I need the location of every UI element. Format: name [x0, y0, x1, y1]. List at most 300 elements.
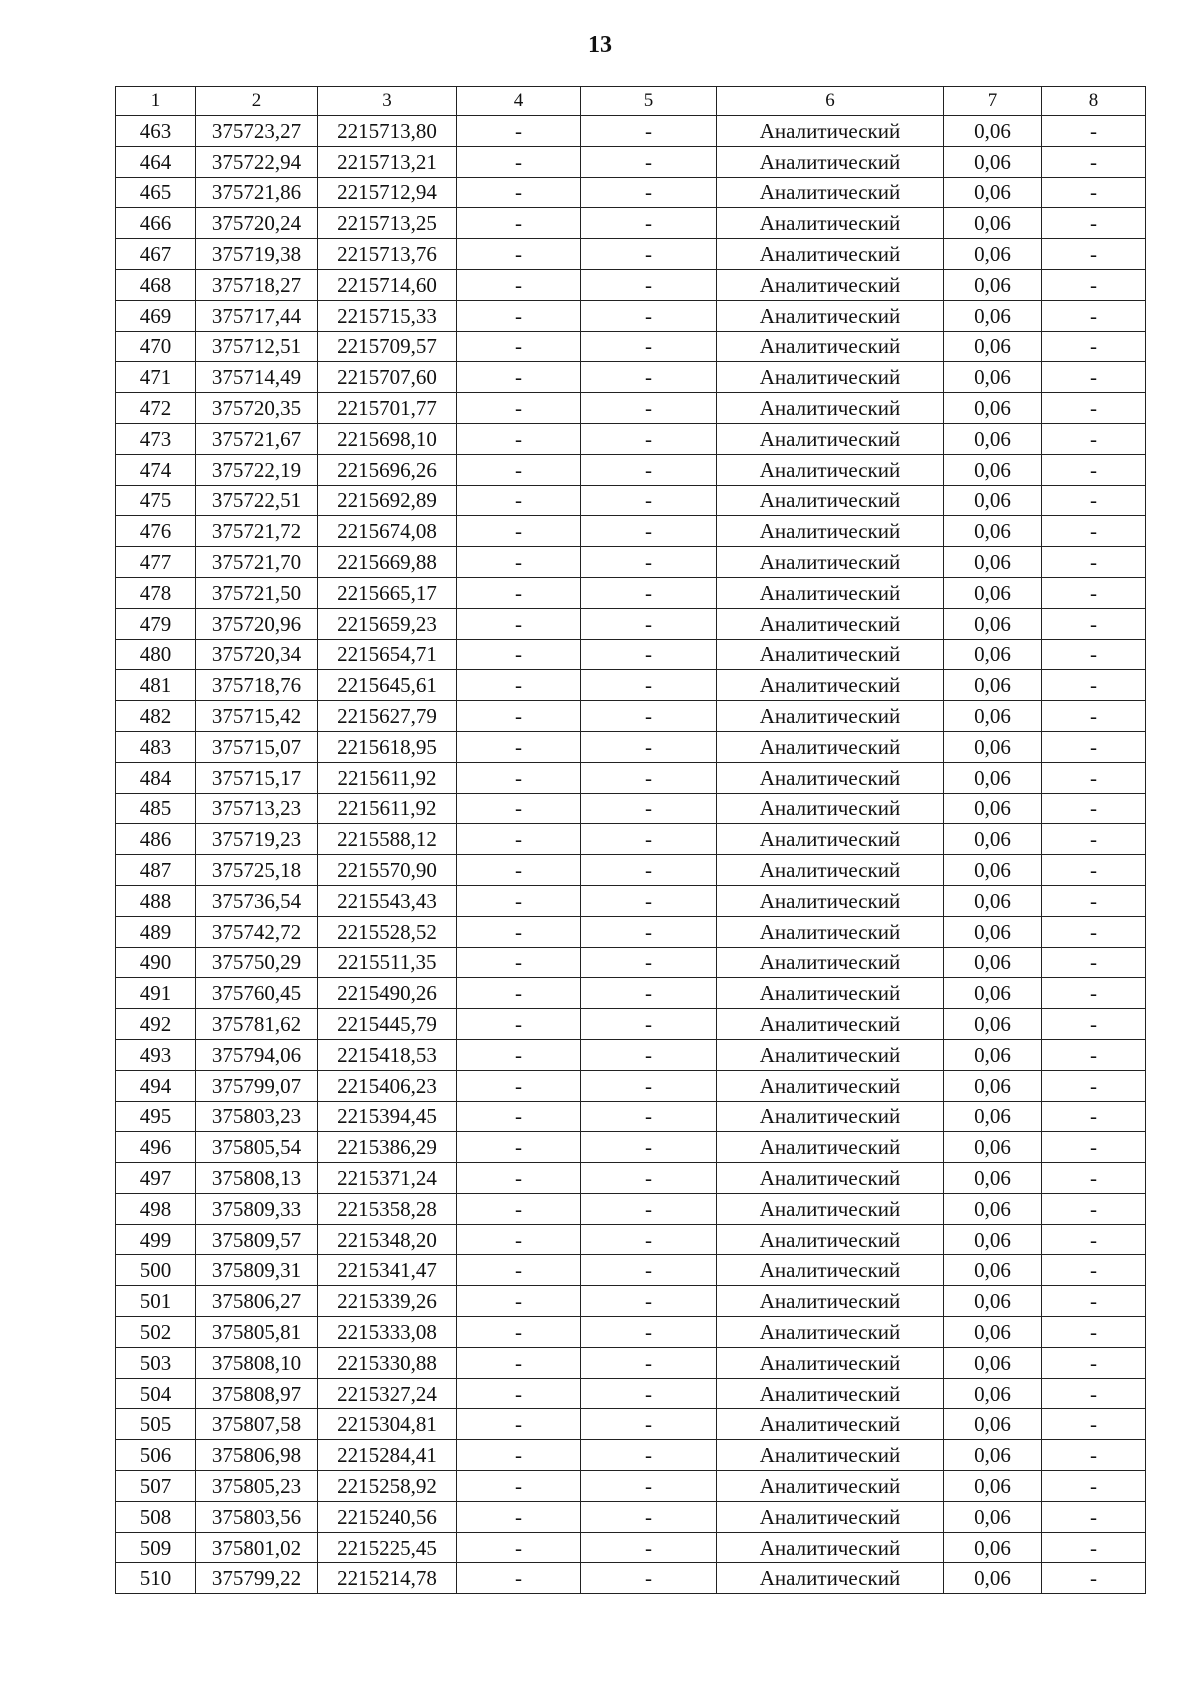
table-row: [116, 423, 1146, 454]
table-row: [116, 855, 1146, 886]
method-cell: Аналитический: [717, 1409, 944, 1440]
x-coordinate-cell: 375721,67: [196, 423, 318, 454]
accuracy-cell: 0,06: [944, 1317, 1042, 1348]
point-number-cell: 476: [116, 516, 196, 547]
table-row: [116, 208, 1146, 239]
col4-cell: -: [457, 978, 581, 1009]
col8-cell: -: [1042, 916, 1146, 947]
col4-cell: -: [457, 701, 581, 732]
col8-cell: -: [1042, 1501, 1146, 1532]
col5-cell: -: [581, 1378, 717, 1409]
x-coordinate-cell: 375808,13: [196, 1163, 318, 1194]
col5-cell: -: [581, 793, 717, 824]
x-coordinate-cell: 375803,23: [196, 1101, 318, 1132]
point-number-cell: 497: [116, 1163, 196, 1194]
y-coordinate-cell: 2215659,23: [318, 608, 457, 639]
col8-cell: -: [1042, 1317, 1146, 1348]
x-coordinate-cell: 375721,50: [196, 577, 318, 608]
accuracy-cell: 0,06: [944, 824, 1042, 855]
accuracy-cell: 0,06: [944, 1009, 1042, 1040]
table-row: [116, 885, 1146, 916]
x-coordinate-cell: 375718,27: [196, 269, 318, 300]
col8-cell: -: [1042, 516, 1146, 547]
col4-cell: -: [457, 300, 581, 331]
col5-cell: -: [581, 1009, 717, 1040]
y-coordinate-cell: 2215225,45: [318, 1532, 457, 1563]
col8-cell: -: [1042, 855, 1146, 886]
accuracy-cell: 0,06: [944, 701, 1042, 732]
point-number-cell: 466: [116, 208, 196, 239]
x-coordinate-cell: 375720,96: [196, 608, 318, 639]
y-coordinate-cell: 2215258,92: [318, 1471, 457, 1502]
col5-cell: -: [581, 1317, 717, 1348]
col5-cell: -: [581, 1286, 717, 1317]
col5-cell: -: [581, 269, 717, 300]
col4-cell: -: [457, 1440, 581, 1471]
accuracy-cell: 0,06: [944, 1070, 1042, 1101]
col4-cell: -: [457, 731, 581, 762]
accuracy-cell: 0,06: [944, 1347, 1042, 1378]
accuracy-cell: 0,06: [944, 177, 1042, 208]
y-coordinate-cell: 2215611,92: [318, 762, 457, 793]
col4-cell: -: [457, 1563, 581, 1594]
table-row: [116, 701, 1146, 732]
x-coordinate-cell: 375794,06: [196, 1039, 318, 1070]
accuracy-cell: 0,06: [944, 762, 1042, 793]
method-cell: Аналитический: [717, 1070, 944, 1101]
col5-cell: -: [581, 300, 717, 331]
col5-cell: -: [581, 146, 717, 177]
accuracy-cell: 0,06: [944, 793, 1042, 824]
point-number-cell: 489: [116, 916, 196, 947]
x-coordinate-cell: 375720,34: [196, 639, 318, 670]
column-header: 1: [116, 87, 196, 116]
col5-cell: -: [581, 239, 717, 270]
x-coordinate-cell: 375721,70: [196, 547, 318, 578]
column-header: 5: [581, 87, 717, 116]
method-cell: Аналитический: [717, 577, 944, 608]
col5-cell: -: [581, 485, 717, 516]
x-coordinate-cell: 375714,49: [196, 362, 318, 393]
col4-cell: -: [457, 855, 581, 886]
y-coordinate-cell: 2215445,79: [318, 1009, 457, 1040]
table-row: [116, 269, 1146, 300]
col8-cell: -: [1042, 577, 1146, 608]
table-row: [116, 116, 1146, 147]
accuracy-cell: 0,06: [944, 1163, 1042, 1194]
col8-cell: -: [1042, 1255, 1146, 1286]
y-coordinate-cell: 2215654,71: [318, 639, 457, 670]
accuracy-cell: 0,06: [944, 1563, 1042, 1594]
y-coordinate-cell: 2215714,60: [318, 269, 457, 300]
point-number-cell: 464: [116, 146, 196, 177]
y-coordinate-cell: 2215339,26: [318, 1286, 457, 1317]
x-coordinate-cell: 375808,97: [196, 1378, 318, 1409]
col5-cell: -: [581, 1409, 717, 1440]
col4-cell: -: [457, 639, 581, 670]
col4-cell: -: [457, 1347, 581, 1378]
table-row: [116, 146, 1146, 177]
col5-cell: -: [581, 1563, 717, 1594]
col5-cell: -: [581, 885, 717, 916]
x-coordinate-cell: 375799,22: [196, 1563, 318, 1594]
method-cell: Аналитический: [717, 116, 944, 147]
y-coordinate-cell: 2215511,35: [318, 947, 457, 978]
accuracy-cell: 0,06: [944, 269, 1042, 300]
method-cell: Аналитический: [717, 1193, 944, 1224]
col5-cell: -: [581, 516, 717, 547]
x-coordinate-cell: 375718,76: [196, 670, 318, 701]
accuracy-cell: 0,06: [944, 331, 1042, 362]
table-row: [116, 1378, 1146, 1409]
accuracy-cell: 0,06: [944, 1471, 1042, 1502]
table-row: [116, 1070, 1146, 1101]
col4-cell: -: [457, 1163, 581, 1194]
col4-cell: -: [457, 1286, 581, 1317]
coordinates-table: [115, 86, 1146, 1594]
col4-cell: -: [457, 577, 581, 608]
point-number-cell: 473: [116, 423, 196, 454]
col8-cell: -: [1042, 239, 1146, 270]
accuracy-cell: 0,06: [944, 1039, 1042, 1070]
y-coordinate-cell: 2215713,25: [318, 208, 457, 239]
accuracy-cell: 0,06: [944, 885, 1042, 916]
col8-cell: -: [1042, 331, 1146, 362]
col4-cell: -: [457, 947, 581, 978]
y-coordinate-cell: 2215406,23: [318, 1070, 457, 1101]
col4-cell: -: [457, 1009, 581, 1040]
col5-cell: -: [581, 731, 717, 762]
point-number-cell: 502: [116, 1317, 196, 1348]
accuracy-cell: 0,06: [944, 639, 1042, 670]
y-coordinate-cell: 2215669,88: [318, 547, 457, 578]
col5-cell: -: [581, 1255, 717, 1286]
x-coordinate-cell: 375721,72: [196, 516, 318, 547]
table-row: [116, 1532, 1146, 1563]
method-cell: Аналитический: [717, 1501, 944, 1532]
x-coordinate-cell: 375722,94: [196, 146, 318, 177]
x-coordinate-cell: 375720,24: [196, 208, 318, 239]
x-coordinate-cell: 375719,23: [196, 824, 318, 855]
table-row: [116, 916, 1146, 947]
y-coordinate-cell: 2215327,24: [318, 1378, 457, 1409]
col5-cell: -: [581, 1501, 717, 1532]
col5-cell: -: [581, 916, 717, 947]
y-coordinate-cell: 2215692,89: [318, 485, 457, 516]
x-coordinate-cell: 375715,07: [196, 731, 318, 762]
method-cell: Аналитический: [717, 1440, 944, 1471]
accuracy-cell: 0,06: [944, 1378, 1042, 1409]
point-number-cell: 467: [116, 239, 196, 270]
x-coordinate-cell: 375750,29: [196, 947, 318, 978]
col5-cell: -: [581, 670, 717, 701]
x-coordinate-cell: 375809,33: [196, 1193, 318, 1224]
col8-cell: -: [1042, 116, 1146, 147]
point-number-cell: 468: [116, 269, 196, 300]
accuracy-cell: 0,06: [944, 577, 1042, 608]
y-coordinate-cell: 2215588,12: [318, 824, 457, 855]
point-number-cell: 504: [116, 1378, 196, 1409]
col4-cell: -: [457, 1409, 581, 1440]
point-number-cell: 503: [116, 1347, 196, 1378]
col5-cell: -: [581, 208, 717, 239]
y-coordinate-cell: 2215618,95: [318, 731, 457, 762]
col5-cell: -: [581, 577, 717, 608]
y-coordinate-cell: 2215713,76: [318, 239, 457, 270]
method-cell: Аналитический: [717, 516, 944, 547]
method-cell: Аналитический: [717, 855, 944, 886]
method-cell: Аналитический: [717, 485, 944, 516]
col4-cell: -: [457, 1532, 581, 1563]
col4-cell: -: [457, 1501, 581, 1532]
point-number-cell: 492: [116, 1009, 196, 1040]
point-number-cell: 501: [116, 1286, 196, 1317]
y-coordinate-cell: 2215240,56: [318, 1501, 457, 1532]
col8-cell: -: [1042, 1009, 1146, 1040]
col4-cell: -: [457, 208, 581, 239]
col8-cell: -: [1042, 1440, 1146, 1471]
col5-cell: -: [581, 454, 717, 485]
table-row: [116, 1163, 1146, 1194]
table-row: [116, 1347, 1146, 1378]
point-number-cell: 482: [116, 701, 196, 732]
method-cell: Аналитический: [717, 1347, 944, 1378]
x-coordinate-cell: 375723,27: [196, 116, 318, 147]
table-row: [116, 978, 1146, 1009]
col5-cell: -: [581, 1532, 717, 1563]
method-cell: Аналитический: [717, 239, 944, 270]
col4-cell: -: [457, 331, 581, 362]
col8-cell: -: [1042, 947, 1146, 978]
method-cell: Аналитический: [717, 423, 944, 454]
col4-cell: -: [457, 1039, 581, 1070]
method-cell: Аналитический: [717, 393, 944, 424]
col5-cell: -: [581, 824, 717, 855]
accuracy-cell: 0,06: [944, 423, 1042, 454]
col5-cell: -: [581, 1101, 717, 1132]
y-coordinate-cell: 2215330,88: [318, 1347, 457, 1378]
y-coordinate-cell: 2215371,24: [318, 1163, 457, 1194]
method-cell: Аналитический: [717, 670, 944, 701]
x-coordinate-cell: 375742,72: [196, 916, 318, 947]
method-cell: Аналитический: [717, 1101, 944, 1132]
y-coordinate-cell: 2215333,08: [318, 1317, 457, 1348]
y-coordinate-cell: 2215570,90: [318, 855, 457, 886]
method-cell: Аналитический: [717, 1563, 944, 1594]
point-number-cell: 510: [116, 1563, 196, 1594]
col5-cell: -: [581, 331, 717, 362]
col4-cell: -: [457, 269, 581, 300]
y-coordinate-cell: 2215707,60: [318, 362, 457, 393]
method-cell: Аналитический: [717, 1471, 944, 1502]
col8-cell: -: [1042, 1286, 1146, 1317]
x-coordinate-cell: 375725,18: [196, 855, 318, 886]
column-header: 6: [717, 87, 944, 116]
col5-cell: -: [581, 423, 717, 454]
point-number-cell: 509: [116, 1532, 196, 1563]
point-number-cell: 475: [116, 485, 196, 516]
y-coordinate-cell: 2215284,41: [318, 1440, 457, 1471]
point-number-cell: 487: [116, 855, 196, 886]
col8-cell: -: [1042, 639, 1146, 670]
method-cell: Аналитический: [717, 1224, 944, 1255]
col8-cell: -: [1042, 1563, 1146, 1594]
point-number-cell: 474: [116, 454, 196, 485]
point-number-cell: 507: [116, 1471, 196, 1502]
col4-cell: -: [457, 1317, 581, 1348]
accuracy-cell: 0,06: [944, 547, 1042, 578]
col4-cell: -: [457, 423, 581, 454]
y-coordinate-cell: 2215394,45: [318, 1101, 457, 1132]
col8-cell: -: [1042, 146, 1146, 177]
col4-cell: -: [457, 239, 581, 270]
col8-cell: -: [1042, 1378, 1146, 1409]
method-cell: Аналитический: [717, 916, 944, 947]
y-coordinate-cell: 2215696,26: [318, 454, 457, 485]
accuracy-cell: 0,06: [944, 1255, 1042, 1286]
method-cell: Аналитический: [717, 331, 944, 362]
point-number-cell: 486: [116, 824, 196, 855]
accuracy-cell: 0,06: [944, 670, 1042, 701]
accuracy-cell: 0,06: [944, 1193, 1042, 1224]
method-cell: Аналитический: [717, 1378, 944, 1409]
col5-cell: -: [581, 1193, 717, 1224]
col8-cell: -: [1042, 885, 1146, 916]
column-header: 7: [944, 87, 1042, 116]
accuracy-cell: 0,06: [944, 146, 1042, 177]
table-row: [116, 454, 1146, 485]
accuracy-cell: 0,06: [944, 978, 1042, 1009]
table-row: [116, 824, 1146, 855]
col8-cell: -: [1042, 208, 1146, 239]
method-cell: Аналитический: [717, 639, 944, 670]
point-number-cell: 479: [116, 608, 196, 639]
col8-cell: -: [1042, 1471, 1146, 1502]
accuracy-cell: 0,06: [944, 116, 1042, 147]
table-row: [116, 1193, 1146, 1224]
col4-cell: -: [457, 393, 581, 424]
col4-cell: -: [457, 1101, 581, 1132]
y-coordinate-cell: 2215543,43: [318, 885, 457, 916]
column-header: 2: [196, 87, 318, 116]
col5-cell: -: [581, 1440, 717, 1471]
x-coordinate-cell: 375809,31: [196, 1255, 318, 1286]
method-cell: Аналитический: [717, 1317, 944, 1348]
accuracy-cell: 0,06: [944, 947, 1042, 978]
table-row: [116, 1471, 1146, 1502]
accuracy-cell: 0,06: [944, 300, 1042, 331]
col5-cell: -: [581, 177, 717, 208]
x-coordinate-cell: 375760,45: [196, 978, 318, 1009]
point-number-cell: 470: [116, 331, 196, 362]
point-number-cell: 484: [116, 762, 196, 793]
table-row: [116, 1132, 1146, 1163]
x-coordinate-cell: 375801,02: [196, 1532, 318, 1563]
table-row: [116, 947, 1146, 978]
table-row: [116, 547, 1146, 578]
col8-cell: -: [1042, 362, 1146, 393]
col8-cell: -: [1042, 608, 1146, 639]
col8-cell: -: [1042, 701, 1146, 732]
y-coordinate-cell: 2215709,57: [318, 331, 457, 362]
col4-cell: -: [457, 146, 581, 177]
method-cell: Аналитический: [717, 300, 944, 331]
table-row: [116, 731, 1146, 762]
method-cell: Аналитический: [717, 547, 944, 578]
table-row: [116, 393, 1146, 424]
method-cell: Аналитический: [717, 208, 944, 239]
column-header: 3: [318, 87, 457, 116]
col8-cell: -: [1042, 1532, 1146, 1563]
x-coordinate-cell: 375805,23: [196, 1471, 318, 1502]
y-coordinate-cell: 2215713,21: [318, 146, 457, 177]
col8-cell: -: [1042, 731, 1146, 762]
x-coordinate-cell: 375719,38: [196, 239, 318, 270]
col8-cell: -: [1042, 485, 1146, 516]
col4-cell: -: [457, 1471, 581, 1502]
point-number-cell: 508: [116, 1501, 196, 1532]
table-row: [116, 1039, 1146, 1070]
y-coordinate-cell: 2215712,94: [318, 177, 457, 208]
point-number-cell: 505: [116, 1409, 196, 1440]
col4-cell: -: [457, 793, 581, 824]
accuracy-cell: 0,06: [944, 516, 1042, 547]
col4-cell: -: [457, 670, 581, 701]
point-number-cell: 496: [116, 1132, 196, 1163]
table-row: [116, 1286, 1146, 1317]
col4-cell: -: [457, 762, 581, 793]
table-row: [116, 239, 1146, 270]
col8-cell: -: [1042, 762, 1146, 793]
accuracy-cell: 0,06: [944, 731, 1042, 762]
method-cell: Аналитический: [717, 177, 944, 208]
table-row: [116, 1101, 1146, 1132]
col8-cell: -: [1042, 1163, 1146, 1194]
col5-cell: -: [581, 116, 717, 147]
x-coordinate-cell: 375736,54: [196, 885, 318, 916]
y-coordinate-cell: 2215674,08: [318, 516, 457, 547]
method-cell: Аналитический: [717, 1286, 944, 1317]
col4-cell: -: [457, 608, 581, 639]
table-row: [116, 762, 1146, 793]
point-number-cell: 477: [116, 547, 196, 578]
method-cell: Аналитический: [717, 1163, 944, 1194]
point-number-cell: 480: [116, 639, 196, 670]
point-number-cell: 498: [116, 1193, 196, 1224]
accuracy-cell: 0,06: [944, 454, 1042, 485]
x-coordinate-cell: 375805,54: [196, 1132, 318, 1163]
y-coordinate-cell: 2215611,92: [318, 793, 457, 824]
col5-cell: -: [581, 762, 717, 793]
col4-cell: -: [457, 362, 581, 393]
accuracy-cell: 0,06: [944, 916, 1042, 947]
col4-cell: -: [457, 916, 581, 947]
col8-cell: -: [1042, 1132, 1146, 1163]
col5-cell: -: [581, 1471, 717, 1502]
table-row: [116, 1563, 1146, 1594]
method-cell: Аналитический: [717, 1532, 944, 1563]
col5-cell: -: [581, 639, 717, 670]
accuracy-cell: 0,06: [944, 1501, 1042, 1532]
y-coordinate-cell: 2215304,81: [318, 1409, 457, 1440]
method-cell: Аналитический: [717, 731, 944, 762]
col8-cell: -: [1042, 269, 1146, 300]
col8-cell: -: [1042, 1039, 1146, 1070]
point-number-cell: 478: [116, 577, 196, 608]
col4-cell: -: [457, 177, 581, 208]
accuracy-cell: 0,06: [944, 1101, 1042, 1132]
method-cell: Аналитический: [717, 362, 944, 393]
